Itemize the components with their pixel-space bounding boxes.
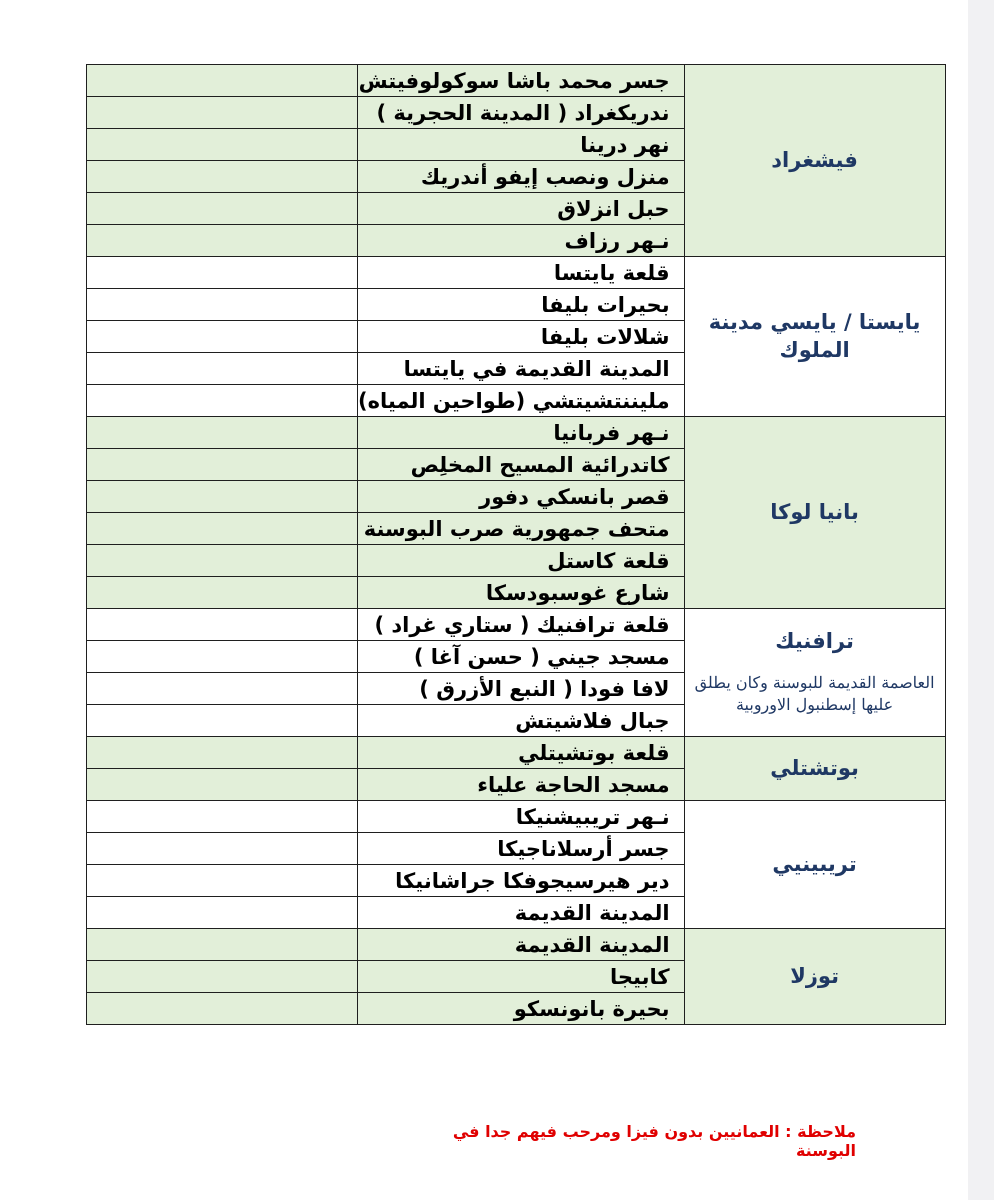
- city-name: بوتشتلي: [770, 755, 859, 780]
- city-name: تريبينيي: [772, 851, 857, 876]
- city-cell: [684, 417, 945, 609]
- city-cell: [684, 737, 945, 801]
- place-cell: لافا فودا ( النبع الأزرق ): [358, 673, 685, 705]
- city-cell: [684, 65, 945, 257]
- place-cell: مسجد الحاجة علياء: [358, 769, 685, 801]
- place-cell: قلعة ترافنيك ( ستاري غراد ): [358, 609, 685, 641]
- place-cell: كاتدرائية المسيح المخلِص: [358, 449, 685, 481]
- place-cell: المدينة القديمة: [358, 897, 685, 929]
- empty-cell: [87, 993, 358, 1025]
- empty-cell: [87, 865, 358, 897]
- table-row: [87, 801, 946, 833]
- city-cell: [684, 801, 945, 929]
- place-cell: نـهر رزاف: [358, 225, 685, 257]
- place-cell: بحيرة بانونسكو: [358, 993, 685, 1025]
- city-name: ترافنيك: [775, 629, 854, 654]
- place-cell: مليننتشيتشي (طواحين المياه): [358, 385, 685, 417]
- table-row: [87, 65, 946, 97]
- place-cell: حبل انزلاق: [358, 193, 685, 225]
- place-cell: المدينة القديمة: [358, 929, 685, 961]
- empty-cell: [87, 353, 358, 385]
- empty-cell: [87, 961, 358, 993]
- place-cell: منزل ونصب إيفو أندريك: [358, 161, 685, 193]
- place-cell: المدينة القديمة في يايتسا: [358, 353, 685, 385]
- place-cell: شارع غوسبودسكا: [358, 577, 685, 609]
- city-name: فيشغراد: [771, 147, 858, 172]
- empty-cell: [87, 577, 358, 609]
- place-cell: شلالات بليفا: [358, 321, 685, 353]
- place-cell: كابيجا: [358, 961, 685, 993]
- place-cell: ندريكغراد ( المدينة الحجرية ): [358, 97, 685, 129]
- empty-cell: [87, 833, 358, 865]
- city-name: بانيا لوكا: [770, 499, 859, 524]
- place-cell: قلعة كاستل: [358, 545, 685, 577]
- empty-cell: [87, 65, 358, 97]
- place-cell: بحيرات بليفا: [358, 289, 685, 321]
- destinations-table: [86, 64, 946, 1025]
- place-cell: نـهر فربانيا: [358, 417, 685, 449]
- city-cell: [684, 929, 945, 1025]
- empty-cell: [87, 385, 358, 417]
- empty-cell: [87, 801, 358, 833]
- empty-cell: [87, 225, 358, 257]
- empty-cell: [87, 129, 358, 161]
- empty-cell: [87, 737, 358, 769]
- place-cell: قلعة يايتسا: [358, 257, 685, 289]
- table-row: [87, 737, 946, 769]
- place-cell: جسر محمد باشا سوكولوفيتش: [358, 65, 685, 97]
- place-cell: جسر أرسلاناجيكا: [358, 833, 685, 865]
- place-cell: دير هيرسيجوفكا جراشانيكا: [358, 865, 685, 897]
- city-cell: [684, 257, 945, 417]
- place-cell: نهر درينا: [358, 129, 685, 161]
- city-name: توزلا: [790, 963, 839, 988]
- city-name: يايستا / يايسي مدينة الملوك: [708, 310, 921, 362]
- empty-cell: [87, 449, 358, 481]
- empty-cell: [87, 769, 358, 801]
- empty-cell: [87, 641, 358, 673]
- empty-cell: [87, 929, 358, 961]
- empty-cell: [87, 161, 358, 193]
- place-cell: جبال فلاشيتش: [358, 705, 685, 737]
- empty-cell: [87, 417, 358, 449]
- city-note: العاصمة القديمة للبوسنة وكان يطلق عليها إسطنبول الاوروبية: [694, 672, 935, 715]
- table-row: [87, 417, 946, 449]
- footnote: ملاحظة : العمانيين بدون فيزا ومرحب فيهم جدا في البوسنة: [452, 1122, 856, 1160]
- place-cell: متحف جمهورية صرب البوسنة: [358, 513, 685, 545]
- right-edge-strip: [968, 0, 994, 1200]
- empty-cell: [87, 193, 358, 225]
- empty-cell: [87, 289, 358, 321]
- empty-cell: [87, 257, 358, 289]
- city-cell: [684, 609, 945, 737]
- table-row: [87, 257, 946, 289]
- empty-cell: [87, 897, 358, 929]
- place-cell: مسجد جيني ( حسن آغا ): [358, 641, 685, 673]
- empty-cell: [87, 705, 358, 737]
- table-row: [87, 609, 946, 641]
- empty-cell: [87, 513, 358, 545]
- place-cell: نـهر تريبيشنيكا: [358, 801, 685, 833]
- place-cell: قصر بانسكي دفور: [358, 481, 685, 513]
- empty-cell: [87, 609, 358, 641]
- table-row: [87, 929, 946, 961]
- empty-cell: [87, 97, 358, 129]
- place-cell: قلعة بوتشيتلي: [358, 737, 685, 769]
- empty-cell: [87, 321, 358, 353]
- empty-cell: [87, 545, 358, 577]
- empty-cell: [87, 673, 358, 705]
- empty-cell: [87, 481, 358, 513]
